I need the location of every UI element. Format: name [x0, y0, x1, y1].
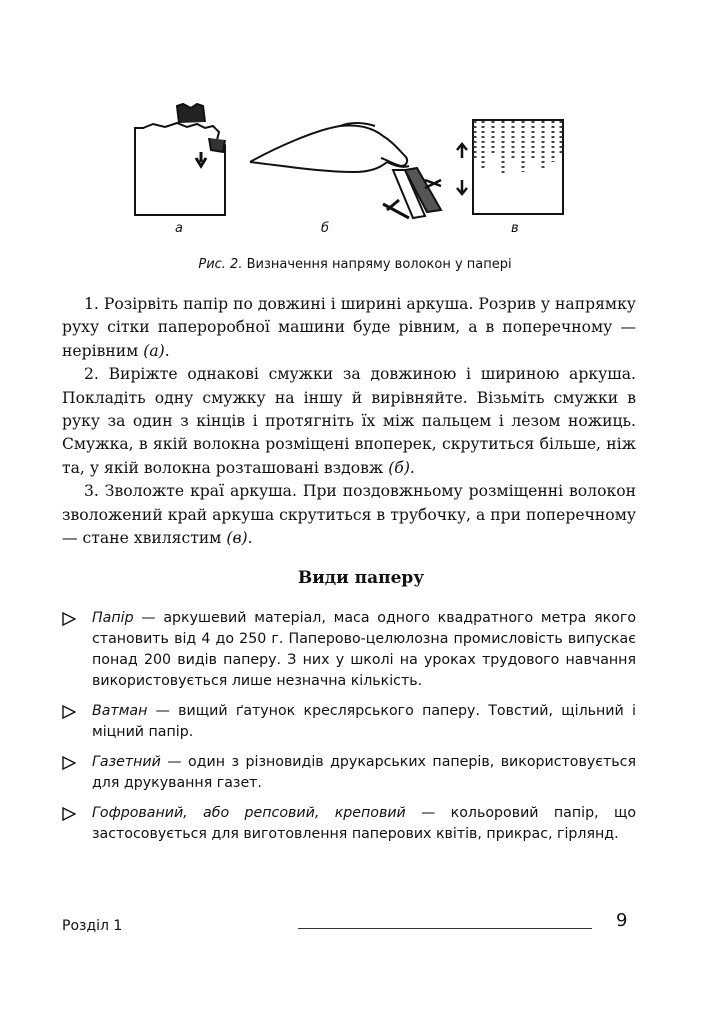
paragraph-1-end: . [164, 341, 170, 360]
hand-pulling-strip-illustration [250, 123, 441, 218]
caption-text: Визначення напряму волокон у папері [246, 257, 512, 272]
paragraph-2-end: . [409, 458, 415, 477]
definition-term: Гофрований, або репсовий, креповий [92, 805, 406, 821]
wavy-edge-sheet-illustration [457, 120, 563, 214]
definition-term: Папір [92, 610, 134, 626]
footer-section-label: Розділ 1 [62, 918, 123, 934]
list-item [62, 608, 636, 692]
figure-label-c: в [511, 221, 519, 236]
caption-prefix: Рис. 2. [198, 257, 243, 272]
definition-text: — один з різновидів друкарських паперів, використовується для друкування газет. [92, 754, 636, 791]
list-item [62, 701, 636, 743]
definition-text: — кольоровий папір, що застосовується для виготовлення паперових квітів, прикрас, гірлянд. [92, 805, 636, 842]
section-title: Види паперу [297, 568, 425, 588]
paragraph-3-end: . [247, 529, 253, 548]
paragraph-1 [62, 293, 636, 363]
list-item [62, 803, 636, 845]
paragraph-3-ref: (в) [226, 529, 248, 548]
triangle-bullet-icon [62, 756, 76, 770]
torn-sheet-illustration [135, 104, 225, 215]
paper-types-list [62, 608, 636, 854]
instructions [62, 293, 636, 550]
figure-caption [125, 257, 585, 272]
paragraph-1-text: 1. Розірвіть папір по довжині і ширині аркуша. Розрив у напрямку руху сітки папероробної машини буде рівним, а в поперечному — нерівним [62, 295, 636, 360]
figure-label-b: б [321, 221, 330, 236]
triangle-bullet-icon [62, 612, 76, 626]
definition-text: — аркушевий матеріал, маса одного квадратного метра якого становить від 4 до 250 г. Паперово-целюлозна промисловість випускає понад 200 видів паперу. З них у школі на уроках трудового навчання використовується лише незначна кількість. [92, 610, 636, 689]
definition-text: — вищий ґатунок креслярського паперу. Товстий, щільний і міцний папір. [92, 703, 636, 740]
triangle-bullet-icon [62, 807, 76, 821]
page-number: 9 [616, 910, 628, 931]
paragraph-2-ref: (б) [388, 458, 410, 477]
figure-label-a: а [175, 221, 183, 236]
definition-term: Газетний [92, 754, 161, 770]
list-item [62, 752, 636, 794]
footer-divider [298, 928, 592, 929]
paragraph-2-text: 2. Виріжте однакові смужки за довжиною і шириною аркуша. Покладіть одну смужку на іншу й вирівняйте. Візьміть смужки в руку за один з кінців і протягніть їх між пальцем і лезом ножиць. Смужка, в якій волокна розміщені впоперек, скрутиться більше, ніж та, у якій волокна розташовані вздовж [62, 365, 636, 477]
definition-term: Ватман [92, 703, 148, 719]
figure-paper-grain [125, 100, 585, 280]
paragraph-3 [62, 480, 636, 550]
paragraph-2 [62, 363, 636, 480]
triangle-bullet-icon [62, 705, 76, 719]
paragraph-3-text: 3. Зволожте краї аркуша. При поздовжньому розміщенні волокон зволожений край аркуша скрутиться в трубочку, а при поперечному — стане хвилястим [62, 482, 636, 548]
paragraph-1-ref: (а) [143, 341, 165, 360]
